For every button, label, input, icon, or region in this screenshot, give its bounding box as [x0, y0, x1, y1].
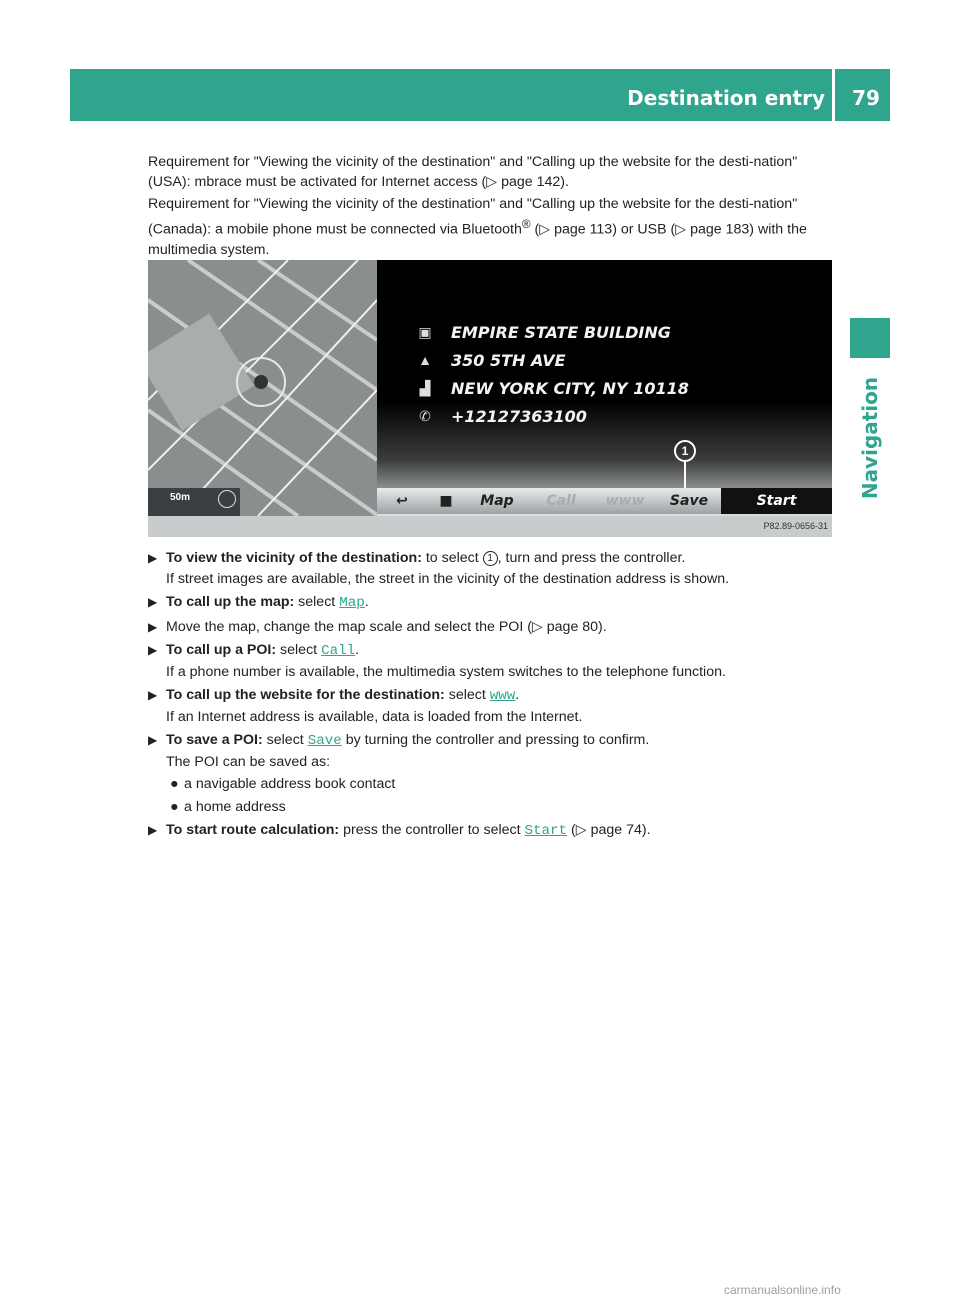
- poi-street: 350 5TH AVE: [451, 350, 566, 370]
- circled-number: 1: [483, 551, 498, 566]
- menu-map[interactable]: Map: [480, 493, 514, 509]
- softkey-label: www: [489, 688, 516, 704]
- phone-icon: ✆: [419, 407, 431, 424]
- step-save-poi: [148, 730, 828, 817]
- step-text: (▷ page 74).: [567, 822, 651, 838]
- poi-row-name: [417, 320, 671, 344]
- step-view-vicinity: [148, 548, 828, 589]
- arrow-icon: ▶: [148, 551, 158, 565]
- step-heading: To view the vicinity of the destination:: [166, 550, 422, 566]
- menu-save[interactable]: Save: [669, 493, 709, 509]
- header-divider: [832, 69, 835, 121]
- menu-start[interactable]: Start: [721, 488, 832, 514]
- step-detail: If a phone number is available, the multimedia system switches to the telephone function.: [166, 663, 726, 680]
- arrow-icon: ▶: [148, 619, 158, 634]
- map-scale-label: 50m: [170, 492, 191, 503]
- arrow-icon: ▶: [148, 595, 158, 609]
- intro-text-2a: Requirement for "Viewing the vicinity of the destination" and "Calling up the website for the desti-nation" (Canada): a mobile phone must be connected via Bluetooth: [148, 196, 798, 238]
- step-text: Move the map, change the map scale and select the POI (▷ page 80).: [166, 618, 607, 635]
- arrow-icon: ▶: [148, 688, 158, 702]
- step-move-map: [148, 617, 828, 638]
- step-heading: To call up a POI:: [166, 642, 277, 658]
- bullet-text: a navigable address book contact: [184, 776, 396, 792]
- callout-1: 1: [674, 440, 696, 462]
- step-text: press the controller to select: [339, 822, 525, 838]
- step-text: to select: [421, 550, 483, 566]
- step-text: .: [364, 594, 369, 610]
- step-detail: The POI can be saved as:: [166, 753, 331, 770]
- menu-bar: [377, 488, 832, 514]
- step-text: .: [515, 687, 520, 703]
- menu-www[interactable]: www: [605, 493, 645, 509]
- step-start-route: [148, 820, 828, 842]
- arrow-icon: ▶: [148, 733, 158, 747]
- poi-city: NEW YORK CITY, NY 10118: [451, 378, 689, 398]
- page-number: 79: [852, 86, 880, 110]
- bullet-item: [166, 797, 828, 818]
- step-call-poi: [148, 640, 828, 682]
- step-heading: To call up the website for the destination:: [166, 687, 445, 703]
- poi-row-city: [417, 376, 689, 400]
- side-tab: [850, 370, 890, 505]
- step-text: .: [355, 642, 360, 658]
- softkey-label: Map: [339, 595, 365, 611]
- city-icon: ▟: [419, 379, 431, 396]
- instruction-steps: [148, 548, 828, 845]
- bullet-item: [166, 774, 828, 795]
- building-icon: ▣: [418, 323, 432, 340]
- callout-line: [684, 460, 686, 490]
- step-heading: To start route calculation:: [166, 822, 340, 838]
- softkey-label: Save: [307, 733, 342, 749]
- bullet-text: a home address: [184, 798, 286, 815]
- step-detail: If street images are available, the street in the vicinity of the destination address is shown.: [166, 570, 730, 587]
- location-marker-icon: ▲: [418, 352, 432, 368]
- destination-panel: [377, 260, 832, 516]
- navigation-screenshot: [148, 260, 832, 537]
- map-compass-icon: [218, 490, 236, 508]
- back-icon[interactable]: ↩: [396, 493, 408, 509]
- bullet-icon: ●: [170, 798, 179, 815]
- intro-text-2b: (▷ page 113) or USB (▷ page 183) with the multimedia system.: [148, 221, 807, 258]
- map-streets: [148, 260, 377, 516]
- street-view-icon[interactable]: ■: [439, 493, 453, 509]
- intro-paragraph-2: [148, 194, 810, 260]
- softkey-label: Start: [524, 823, 568, 839]
- poi-row-phone: [417, 404, 587, 428]
- step-text: , turn and press the controller.: [497, 550, 686, 566]
- header-title: Destination entry: [627, 86, 825, 110]
- watermark: carmanualsonline.info: [724, 1283, 841, 1297]
- softkey-label: Call: [321, 643, 356, 659]
- poi-name: EMPIRE STATE BUILDING: [451, 322, 671, 342]
- step-text: by turning the controller and pressing to confirm.: [341, 732, 650, 748]
- step-text: select: [294, 594, 340, 610]
- bullet-icon: ●: [170, 776, 179, 792]
- caption-strip: [148, 516, 832, 537]
- map-view: [148, 260, 377, 516]
- step-call-website: [148, 685, 828, 727]
- poi-phone: +12127363100: [451, 406, 587, 426]
- step-text: select: [276, 642, 322, 658]
- step-text: select: [262, 732, 308, 748]
- poi-row-street: [417, 348, 566, 372]
- intro-text-2: [148, 194, 810, 260]
- step-detail: If an Internet address is available, data is loaded from the Internet.: [166, 708, 583, 725]
- step-call-map: [148, 592, 828, 614]
- image-caption: P82.89-0656-31: [763, 521, 828, 531]
- arrow-icon: ▶: [148, 823, 158, 837]
- arrow-icon: ▶: [148, 643, 158, 657]
- side-tab-marker: [850, 318, 890, 358]
- side-tab-label: Navigation: [858, 376, 882, 499]
- step-heading: To call up the map:: [166, 594, 295, 610]
- registered-mark: ®: [521, 217, 531, 231]
- menu-call[interactable]: Call: [546, 493, 576, 509]
- step-text: select: [444, 687, 490, 703]
- step-heading: To save a POI:: [166, 732, 263, 748]
- intro-paragraph-1: [148, 152, 810, 192]
- intro-text-1: Requirement for "Viewing the vicinity of the destination" and "Calling up the website for the desti-nation" (USA): mbrace must be activated for Internet access (▷ page 142).: [148, 154, 798, 190]
